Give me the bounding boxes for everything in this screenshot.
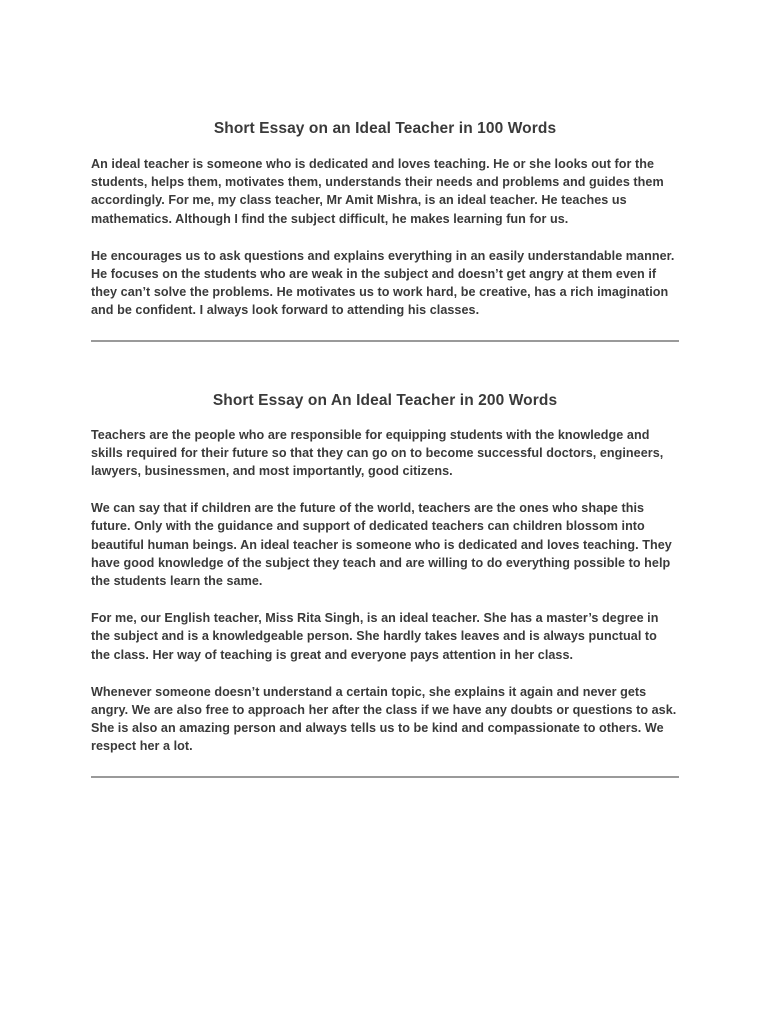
section-divider xyxy=(91,776,679,778)
paragraph: Teachers are the people who are responsible for equipping students with the knowledge and skills required for their future so that they can go on to become successful doctors, engineers, lawyers, businessmen, and most importantly, good citizens. xyxy=(91,427,664,479)
paragraph: An ideal teacher is someone who is dedicated and loves teaching. He or she looks out for the students, helps them, motivates them, understands their needs and problems and guides them accordingly. For me, my class teacher, Mr Amit Mishra, is an ideal teacher. He teaches us mathematics. Although I find the subject difficult, he makes learning fun for us. xyxy=(91,157,664,226)
section-title-100-words: Short Essay on an Ideal Teacher in 100 Words xyxy=(213,120,557,137)
paragraph: We can say that if children are the future of the world, teachers are the ones who shape this future. Only with the guidance and support of dedicated teachers can children blossom into beautiful human beings. An ideal teacher is someone who is dedicated and loves teaching. They have good knowledge of the subject they teach and are willing to do everything possible to help the students learn the same. xyxy=(91,501,672,589)
document-page xyxy=(91,0,679,778)
section-title-200-words: Short Essay on An Ideal Teacher in 200 Words xyxy=(212,391,558,409)
paragraph: Whenever someone doesn’t understand a certain topic, she explains it again and never gets angry. We are also free to approach her after the class if we have any doubts or questions to ask. She is also an amazing person and always tells us to be kind and compassionate to others. We respect her a lot. xyxy=(91,684,677,754)
paragraph: He encourages us to ask questions and explains everything in an easily understandable manner. He focuses on the students who are weak in the subject and doesn’t get angry at them even if they can’t solve the problems. He motivates us to work hard, be creative, has a rich imagination and be confident. I always look forward to attending his classes. xyxy=(91,248,675,318)
section-divider xyxy=(91,340,679,342)
paragraph: For me, our English teacher, Miss Rita Singh, is an ideal teacher. She has a master’s degree in the subject and is a knowledgeable person. She hardly takes leaves and is always punctual to the class. Her way of teaching is great and everyone pays attention in her class. xyxy=(91,611,659,662)
